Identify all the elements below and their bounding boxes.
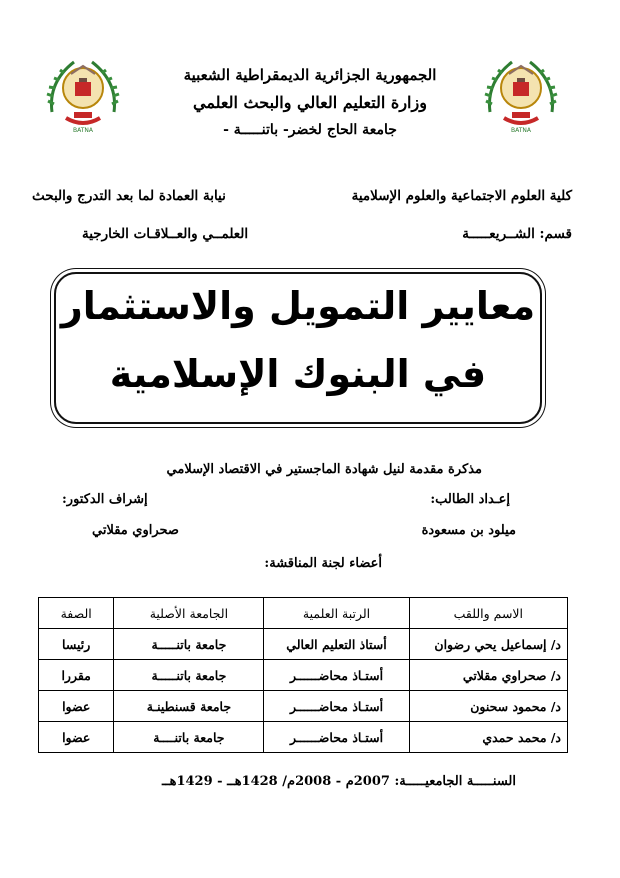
member-university: جامعة باتنـــــة <box>114 660 264 691</box>
supervisor-name: صحراوي مقلاتي <box>92 523 179 538</box>
member-university: جامعة باتنـــــة <box>114 629 264 660</box>
logo-text: BATNA <box>72 127 94 134</box>
member-rank: أستاذ التعليم العالي <box>264 629 409 660</box>
committee-table <box>38 597 568 753</box>
academic-year: السنـــــة الجامعيـــــة: 2007م - 2008م/ 1428هــ - 1429هــ <box>161 774 516 789</box>
column-header-rank: الرتبة العلمية <box>264 598 409 629</box>
member-name: د/ محمد حمدي <box>409 722 567 753</box>
university-logo-left <box>44 52 122 134</box>
department-name: قسم: الشــريعـــــة <box>462 226 572 242</box>
thesis-title-box <box>54 272 542 424</box>
table-row <box>39 691 568 722</box>
member-name: د/ إسماعيل يحي رضوان <box>409 629 567 660</box>
university-heading: جامعة الحاج لخضر- باتنـــــة - <box>223 122 397 138</box>
committee-label: أعضاء لجنة المناقشة: <box>264 556 382 571</box>
member-rank: أستـاذ محاضــــــر <box>264 691 409 722</box>
logo-text: BATNA <box>510 127 532 134</box>
column-header-name: الاسم واللقب <box>409 598 567 629</box>
faculty-name: كلية العلوم الاجتماعية والعلوم الإسلامية <box>351 188 572 204</box>
member-rank: أستـاذ محاضــــــر <box>264 722 409 753</box>
ministry-heading: وزارة التعليم العالي والبحث العلمي <box>193 93 427 112</box>
member-role: مقررا <box>39 660 114 691</box>
table-row <box>39 722 568 753</box>
column-header-university: الجامعة الأصلية <box>114 598 264 629</box>
member-university: جامعة باتنــــة <box>114 722 264 753</box>
deanery-line-1: نيابة العمادة لما بعد التدرج والبحث <box>32 188 226 204</box>
memo-description: مذكرة مقدمة لنيل شهادة الماجستير في الاقتصاد الإسلامي <box>166 462 482 477</box>
table-header-row <box>39 598 568 629</box>
member-role: عضوا <box>39 691 114 722</box>
student-name: ميلود بن مسعودة <box>421 523 516 538</box>
table-row <box>39 660 568 691</box>
student-label: إعـداد الطالب: <box>430 492 510 507</box>
member-role: عضوا <box>39 722 114 753</box>
deanery-line-2: العلمــي والعــلاقـات الخارجية <box>82 226 249 242</box>
thesis-title-line-1: معايير التمويل والاستثمار <box>60 284 536 328</box>
member-name: د/ صحراوي مقلاتي <box>409 660 567 691</box>
member-university: جامعة قسنطينـة <box>114 691 264 722</box>
university-logo-right <box>482 52 560 134</box>
member-rank: أستـاذ محاضــــــر <box>264 660 409 691</box>
republic-heading: الجمهورية الجزائرية الديمقراطية الشعبية <box>183 66 437 84</box>
column-header-role: الصفة <box>39 598 114 629</box>
supervisor-label: إشراف الدكتور: <box>62 492 148 507</box>
member-name: د/ محمود سحنون <box>409 691 567 722</box>
member-role: رئيسا <box>39 629 114 660</box>
table-row <box>39 629 568 660</box>
thesis-title-line-2: في البنوك الإسلامية <box>109 352 487 396</box>
